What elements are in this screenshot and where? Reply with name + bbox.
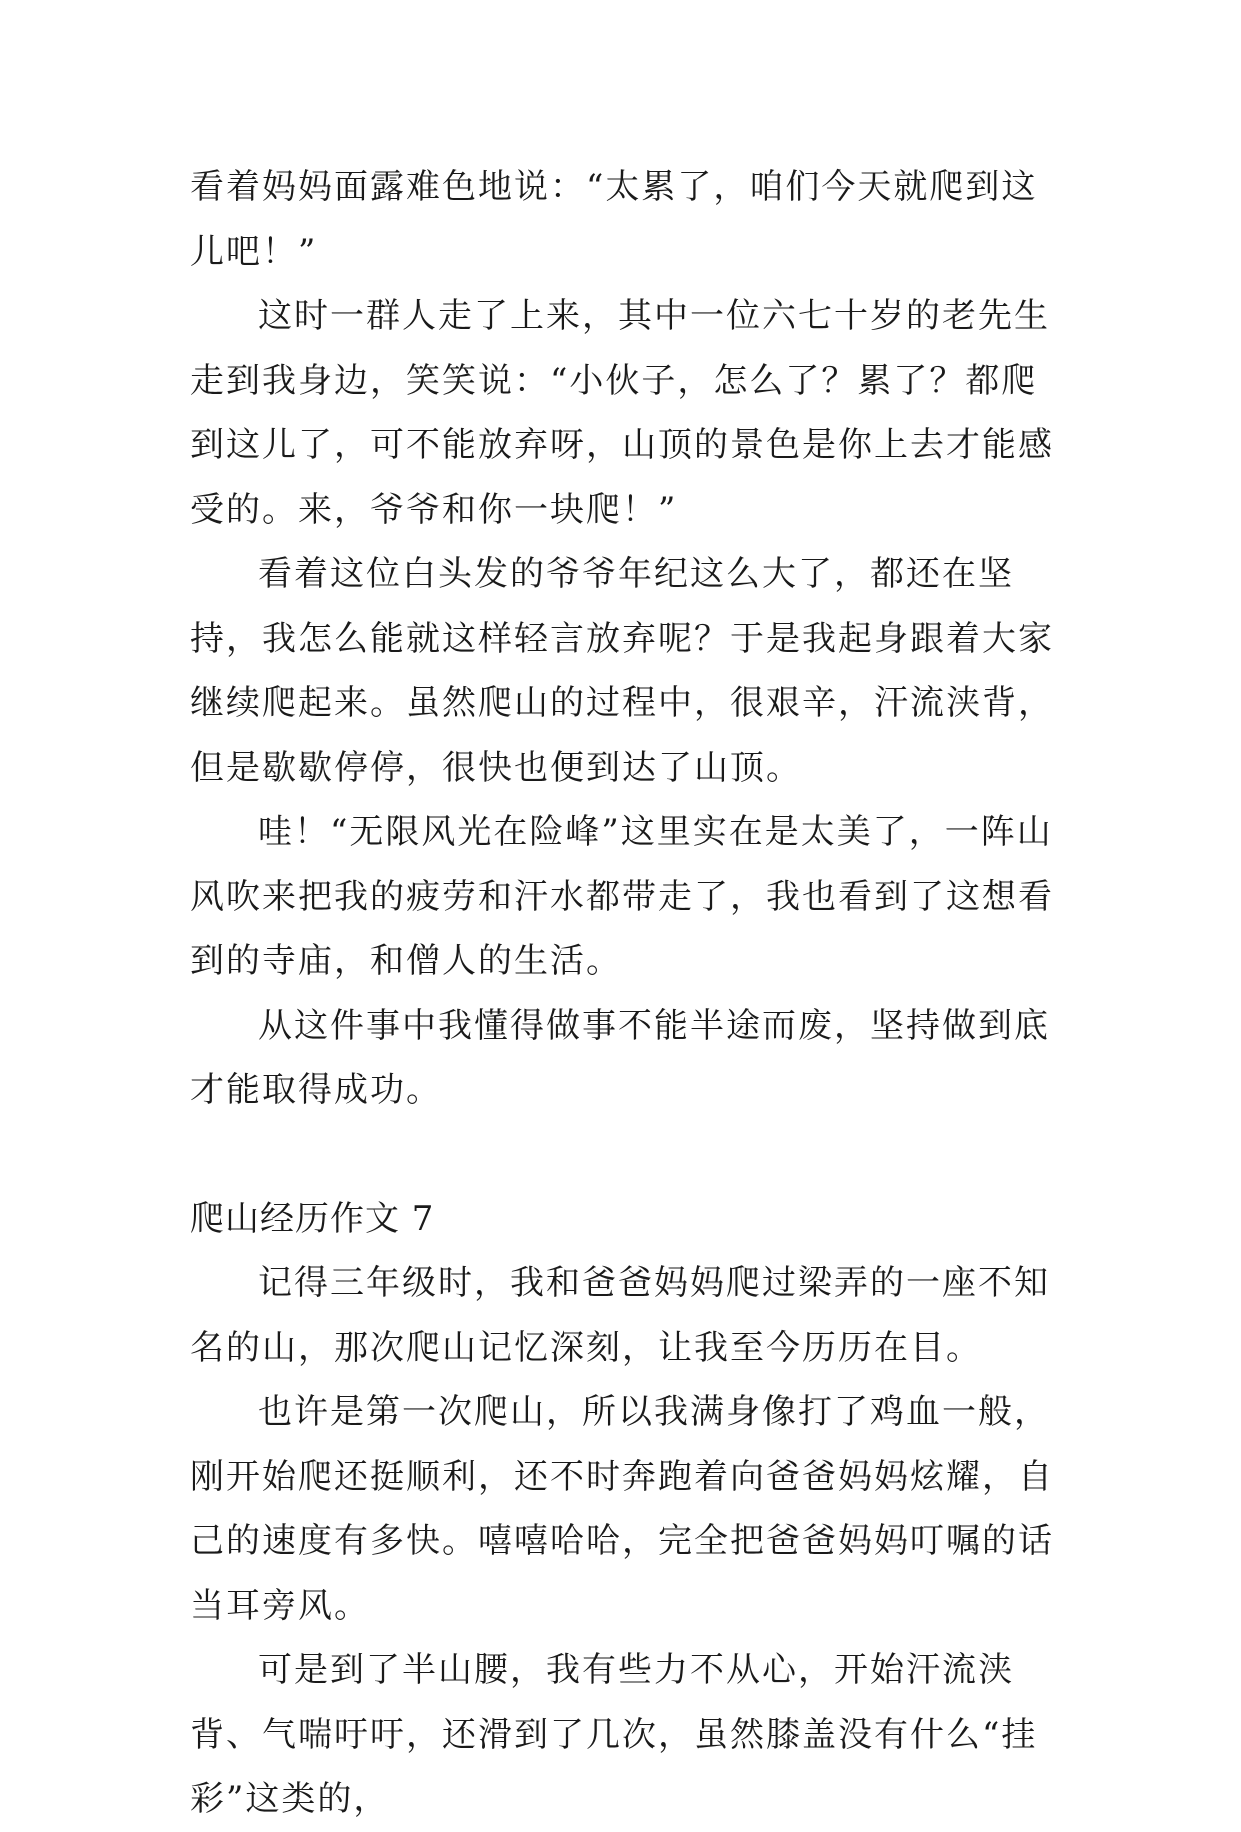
paragraph: 哇！“无限风光在险峰”这里实在是太美了，一阵山风吹来把我的疲劳和汗水都带走了，我也看到了这想看到的寺庙，和僧人的生活。 xyxy=(190,812,1054,981)
document-body xyxy=(190,155,1055,1832)
section-spacer xyxy=(190,1123,1055,1187)
paragraph: 也许是第一次爬山，所以我满身像打了鸡血一般，刚开始爬还挺顺利，还不时奔跑着向爸爸妈妈炫耀，自己的速度有多快。嘻嘻哈哈，完全把爸爸妈妈叮嘱的话当耳旁风。 xyxy=(190,1392,1054,1626)
paragraph: 可是到了半山腰，我有些力不从心，开始汗流浃背、气喘吁吁，还滑到了几次，虽然膝盖没有什么“挂彩”这类的， xyxy=(190,1650,1038,1819)
section-title: 爬山经历作文 7 xyxy=(190,1198,435,1239)
paragraph: 记得三年级时，我和爸爸妈妈爬过梁弄的一座不知名的山，那次爬山记忆深刻，让我至今历历在目。 xyxy=(190,1263,1050,1368)
paragraph: 看着妈妈面露难色地说：“太累了，咱们今天就爬到这儿吧！” xyxy=(190,167,1038,272)
paragraph: 看着这位白头发的爷爷年纪这么大了，都还在坚持，我怎么能就这样轻言放弃呢？于是我起身跟着大家继续爬起来。虽然爬山的过程中，很艰辛，汗流浃背，但是歇歇停停，很快也便到达了山顶。 xyxy=(190,554,1054,788)
paragraph: 从这件事中我懂得做事不能半途而废，坚持做到底才能取得成功。 xyxy=(190,1005,1050,1110)
paragraph: 这时一群人走了上来，其中一位六七十岁的老先生走到我身边，笑笑说：“小伙子，怎么了？累了？都爬到这儿了，可不能放弃呀，山顶的景色是你上去才能感受的。来，爷爷和你一块爬！” xyxy=(190,296,1054,530)
